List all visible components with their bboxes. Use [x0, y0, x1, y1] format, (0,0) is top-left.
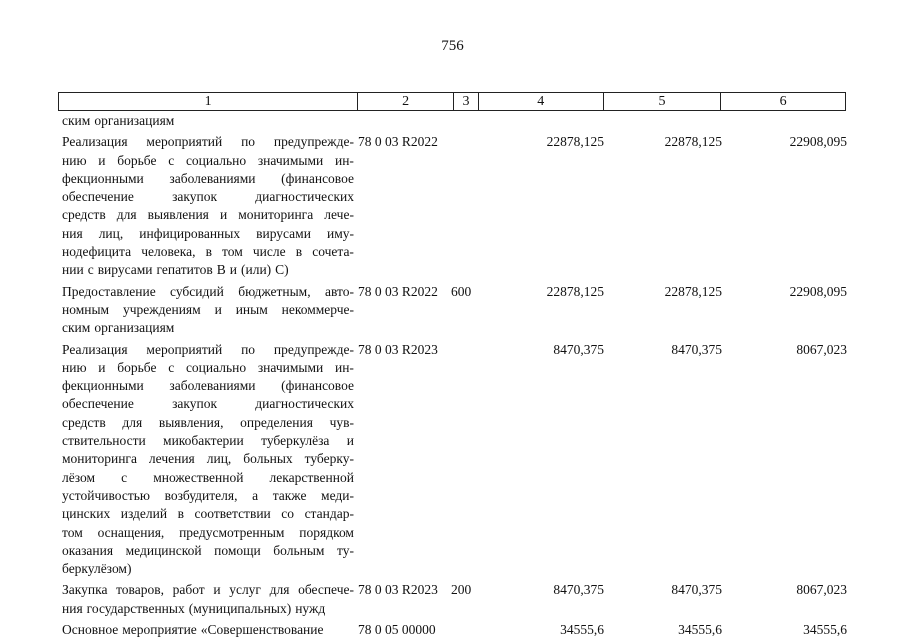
description-line: нодефицита человека, в том числе в сочета- — [62, 244, 354, 260]
description-line: ским организациям — [62, 113, 175, 128]
header-col-4: 4 — [479, 93, 604, 110]
row-expense-type: 200 — [451, 582, 472, 598]
row-amount-col4: 22878,125 — [546, 134, 604, 150]
description-line: устойчивостью возбудителя, а также меди- — [62, 487, 354, 503]
row-code: 78 0 05 00000 — [358, 622, 436, 638]
table-header — [58, 92, 846, 111]
header-col-1: 1 — [59, 93, 358, 110]
table-body — [62, 112, 852, 639]
row-amount-col5: 22878,125 — [664, 134, 722, 150]
row-amount-col4: 8470,375 — [553, 582, 604, 598]
description-line: нию и борьбе с социально значимыми ин- — [62, 359, 354, 375]
description-line: ским организациям — [62, 320, 175, 336]
description-line: обеспечение закупок диагностических — [62, 396, 354, 412]
row-description — [62, 581, 354, 618]
description-line: ния лиц, инфицированных вирусами иму- — [62, 225, 354, 241]
header-col-2: 2 — [358, 93, 454, 110]
description-line: оказания медицинской помощи больным ту- — [62, 542, 354, 558]
description-line: Реализация мероприятий по предупрежде- — [62, 341, 354, 357]
row-amount-col5: 8470,375 — [671, 582, 722, 598]
description-line: ствительности микобактерии туберкулёза и — [62, 433, 354, 449]
row-description — [62, 112, 354, 130]
table-row — [62, 341, 852, 579]
table-row — [62, 133, 852, 279]
description-line: Основное мероприятие «Совершенствование — [62, 622, 324, 638]
description-line: ния государственных (муниципальных) нужд — [62, 600, 326, 616]
table-row — [62, 283, 852, 338]
description-line: Реализация мероприятий по предупрежде- — [62, 134, 354, 150]
description-line: лёзом с множественной лекарственной — [62, 469, 354, 485]
description-line: нию и борьбе с социально значимыми ин- — [62, 152, 354, 168]
description-line: Закупка товаров, работ и услуг для обеспече- — [62, 582, 354, 598]
row-description — [62, 283, 354, 338]
row-expense-type: 600 — [451, 283, 472, 299]
table-row — [62, 581, 852, 618]
row-description — [62, 621, 354, 639]
description-line: том оснащения, предусмотренным порядком — [62, 524, 354, 540]
description-line: средств для выявления и мониторинга лече- — [62, 207, 354, 223]
description-line: мониторинга лечения лиц, больных туберку- — [62, 451, 354, 467]
row-amount-col4: 8470,375 — [553, 341, 604, 357]
description-line: номным учреждениям и иным некоммерче- — [62, 301, 354, 317]
row-description — [62, 133, 354, 279]
row-amount-col4: 34555,6 — [560, 622, 604, 638]
row-amount-col6: 22908,095 — [789, 134, 847, 150]
table-row — [62, 112, 852, 130]
row-description — [62, 341, 354, 579]
row-amount-col4: 22878,125 — [546, 283, 604, 299]
description-line: Предоставление субсидий бюджетным, авто- — [62, 283, 354, 299]
header-col-3: 3 — [454, 93, 479, 110]
description-line: беркулёзом) — [62, 561, 132, 577]
description-line: средств для выявления, определения чув- — [62, 414, 354, 430]
header-col-5: 5 — [604, 93, 722, 110]
description-line: нии с вирусами гепатитов В и (или) С) — [62, 262, 289, 278]
row-amount-col5: 8470,375 — [671, 341, 722, 357]
row-amount-col6: 34555,6 — [803, 622, 847, 638]
description-line: обеспечение закупок диагностических — [62, 189, 354, 205]
row-amount-col5: 22878,125 — [664, 283, 722, 299]
row-code: 78 0 03 R2022 — [358, 283, 438, 299]
row-code: 78 0 03 R2022 — [358, 134, 438, 150]
row-amount-col5: 34555,6 — [678, 622, 722, 638]
table-row — [62, 621, 852, 639]
description-line: фекционными заболеваниями (финансовое — [62, 378, 354, 394]
description-line: цинских изделий в соответствии со стандар- — [62, 506, 354, 522]
row-amount-col6: 22908,095 — [789, 283, 847, 299]
page-number: 756 — [441, 38, 464, 54]
row-amount-col6: 8067,023 — [796, 341, 847, 357]
row-amount-col6: 8067,023 — [796, 582, 847, 598]
row-code: 78 0 03 R2023 — [358, 341, 438, 357]
row-code: 78 0 03 R2023 — [358, 582, 438, 598]
description-line: фекционными заболеваниями (финансовое — [62, 170, 354, 186]
header-col-6: 6 — [779, 94, 787, 109]
